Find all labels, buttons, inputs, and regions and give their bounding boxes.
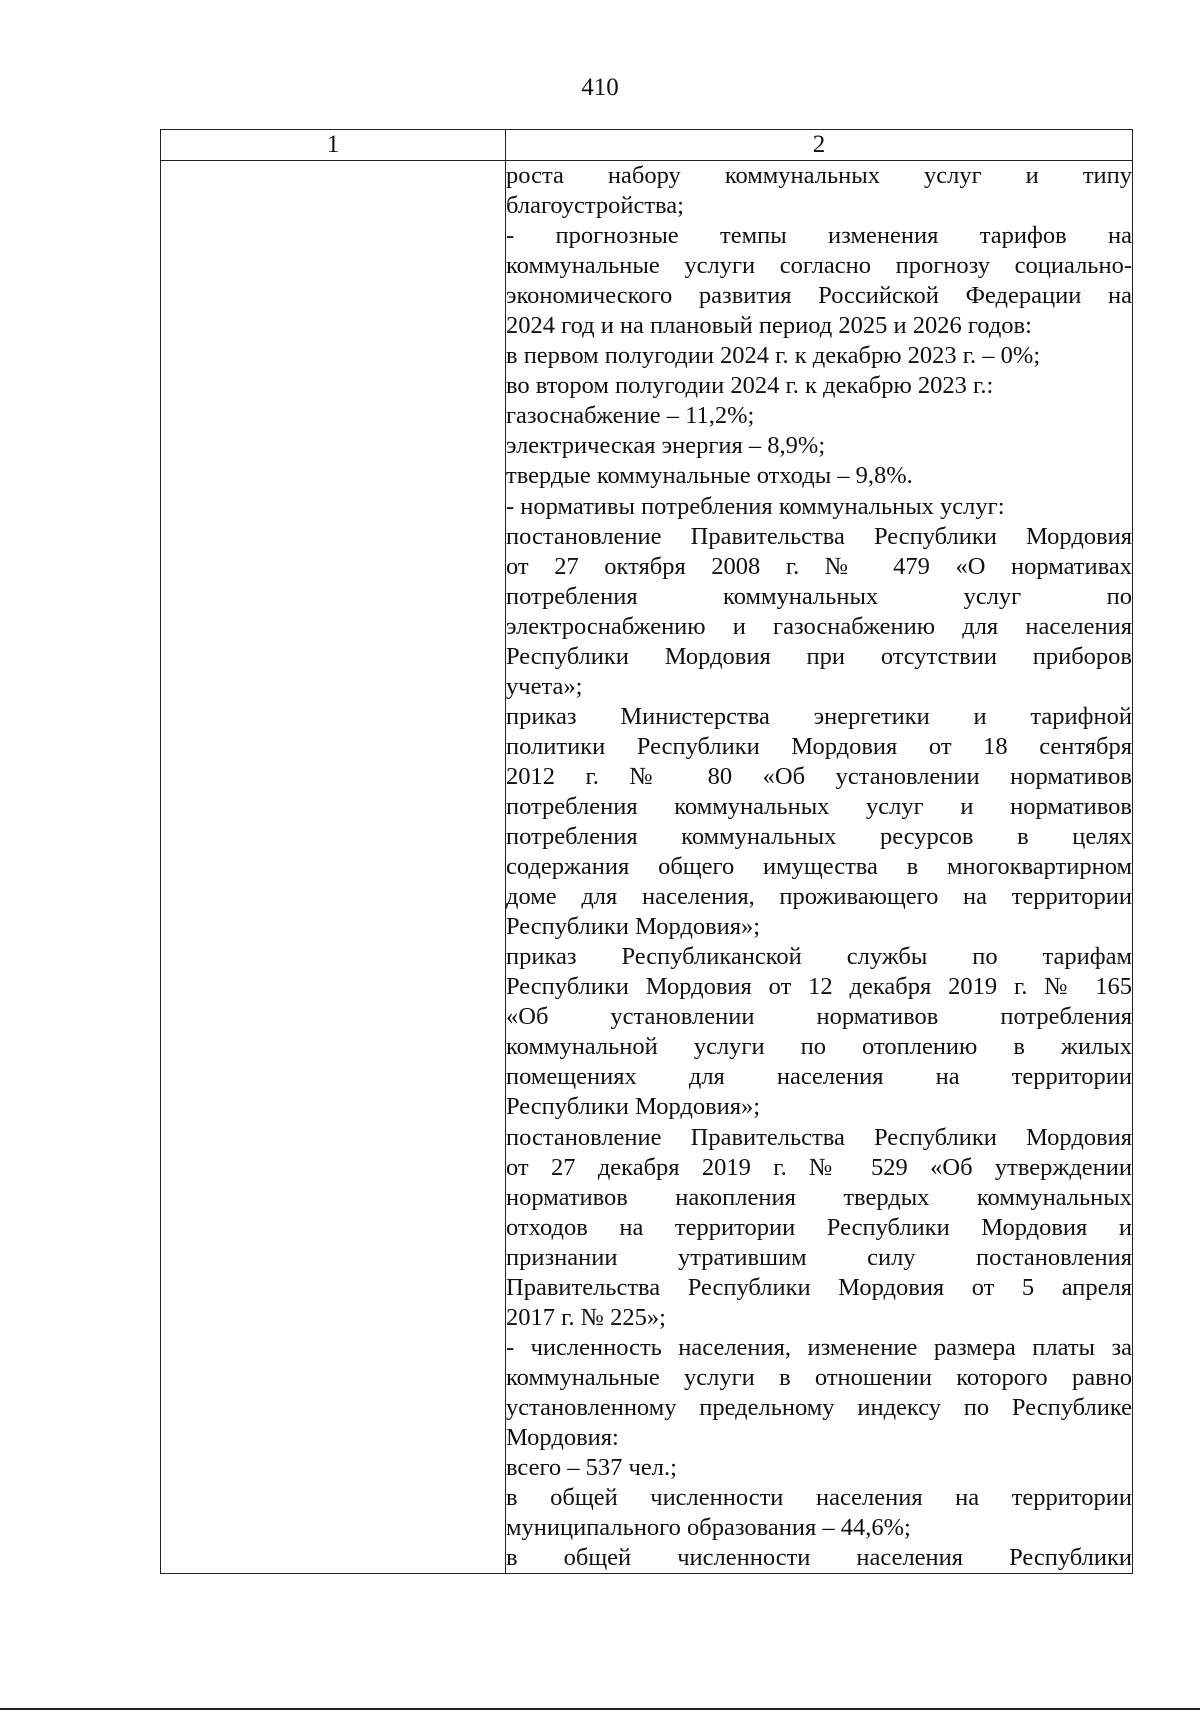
text-line: коммунальные услуги в отношении которого равно: [506, 1363, 1132, 1391]
text-line: Республики Мордовия от 12 декабря 2019 г. № 165: [506, 973, 1132, 1001]
text-line: учета»;: [506, 672, 583, 700]
header-row: [161, 130, 1133, 161]
text-line: - численность населения, изменение размера платы за: [506, 1333, 1132, 1361]
text-line: 2024 год и на плановый период 2025 и 2026 годов:: [506, 312, 1032, 340]
page-number: 410: [581, 74, 619, 101]
text-line: Республики Мордовия»;: [506, 1093, 761, 1121]
column-2-text: [506, 161, 1132, 1573]
text-line: - прогнозные темпы изменения тарифов на: [506, 222, 1132, 250]
text-line: в общей численности населения на территории: [506, 1484, 1132, 1512]
text-line: нормативов накопления твердых коммунальных: [506, 1183, 1132, 1211]
text-line: в первом полугодии 2024 г. к декабрю 2023 г. – 0%;: [506, 342, 1041, 370]
text-line: коммунальные услуги согласно прогнозу социально-: [506, 252, 1132, 280]
table-row: [161, 161, 1133, 1574]
text-line: потребления коммунальных услуг по: [506, 582, 1132, 610]
text-line: экономического развития Российской Федерации на: [506, 282, 1132, 310]
column-header-2: 2: [506, 130, 1133, 161]
text-line: установленному предельному индексу по Республике: [506, 1393, 1132, 1421]
text-line: роста набору коммунальных услуг и типу: [506, 162, 1132, 189]
text-line: во втором полугодии 2024 г. к декабрю 2023 г.:: [506, 372, 994, 400]
text-line: потребления коммунальных услуг и нормативов: [506, 792, 1132, 820]
text-line: электрическая энергия – 8,9%;: [506, 432, 826, 460]
text-line: от 27 октября 2008 г. № 479 «О нормативах: [506, 552, 1132, 580]
text-line: 2017 г. № 225»;: [506, 1303, 666, 1331]
text-line: помещениях для населения на территории: [506, 1063, 1132, 1091]
text-line: «Об установлении нормативов потребления: [506, 1003, 1132, 1031]
text-line: в общей численности населения Республики: [506, 1544, 1132, 1572]
text-line: благоустройства;: [506, 192, 684, 220]
text-line: от 27 декабря 2019 г. № 529 «Об утверждении: [506, 1153, 1132, 1181]
text-line: отходов на территории Республики Мордовия и: [506, 1213, 1132, 1241]
column-1-cell: [161, 161, 506, 1574]
text-line: - нормативы потребления коммунальных услуг:: [506, 492, 1005, 520]
text-line: признании утратившим силу постановления: [506, 1243, 1132, 1271]
text-line: Республики Мордовия при отсутствии приборов: [506, 642, 1132, 670]
text-line: постановление Правительства Республики Мордовия: [506, 522, 1132, 550]
text-line: потребления коммунальных ресурсов в целях: [506, 823, 1132, 851]
text-line: муниципального образования – 44,6%;: [506, 1514, 911, 1542]
text-line: электроснабжению и газоснабжению для населения: [506, 612, 1132, 640]
text-line: приказ Министерства энергетики и тарифной: [506, 702, 1132, 730]
text-line: всего – 537 чел.;: [506, 1454, 677, 1482]
text-line: твердые коммунальные отходы – 9,8%.: [506, 462, 913, 490]
text-line: приказ Республиканской службы по тарифам: [506, 943, 1132, 971]
text-line: Правительства Республики Мордовия от 5 апреля: [506, 1273, 1132, 1301]
document-table: [160, 129, 1133, 1574]
text-line: Республики Мордовия»;: [506, 913, 761, 941]
text-line: содержания общего имущества в многоквартирном: [506, 853, 1132, 881]
text-line: газоснабжение – 11,2%;: [506, 402, 755, 430]
text-line: доме для населения, проживающего на территории: [506, 883, 1132, 911]
scan-bottom-edge: [0, 1708, 1200, 1710]
text-line: постановление Правительства Республики Мордовия: [506, 1123, 1132, 1151]
text-line: коммунальной услуги по отоплению в жилых: [506, 1033, 1132, 1061]
column-2-cell: [506, 161, 1133, 1574]
column-header-1: 1: [161, 130, 506, 161]
text-line: Мордовия:: [506, 1423, 619, 1451]
text-line: политики Республики Мордовия от 18 сентября: [506, 732, 1132, 760]
text-line: 2012 г. № 80 «Об установлении нормативов: [506, 762, 1132, 790]
